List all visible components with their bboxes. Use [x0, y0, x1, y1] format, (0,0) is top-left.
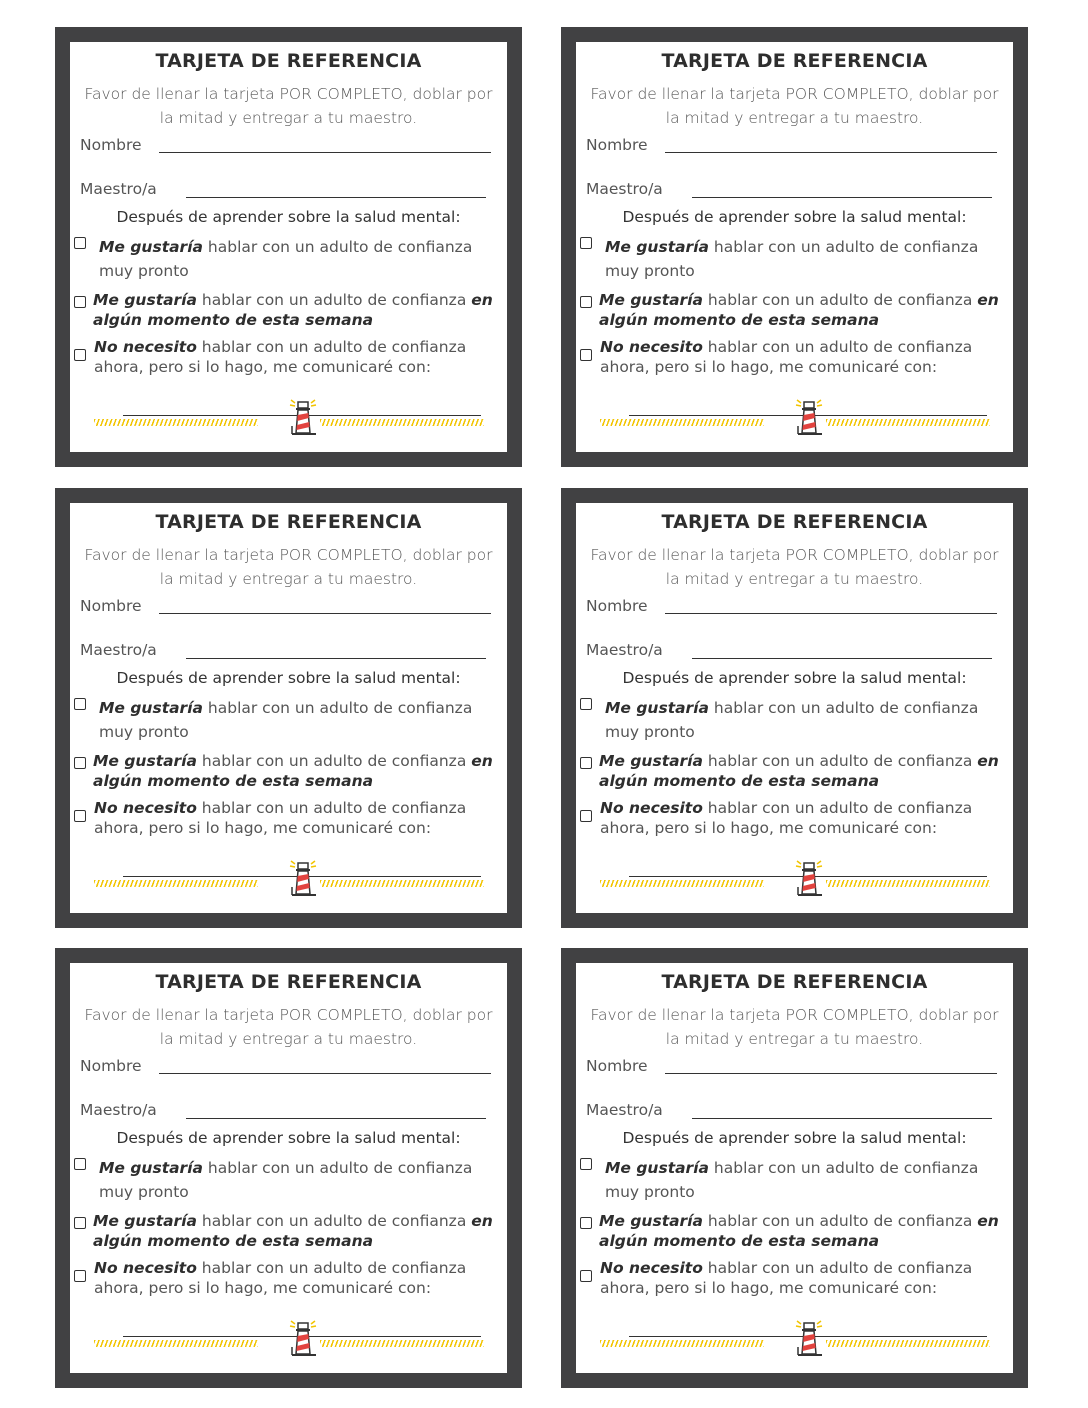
option-not-needed-bold: No necesito: [600, 1259, 703, 1277]
option-not-needed-bold: No necesito: [600, 338, 703, 356]
option-this-week-rest: hablar con un adulto de confianza: [196, 752, 472, 770]
after-learning-heading: Después de aprender sobre la salud mental:: [622, 208, 967, 226]
card-title: TARJETA DE REFERENCIA: [661, 511, 928, 533]
referral-card: [561, 27, 1028, 467]
right-stripe-decoration: [826, 1340, 990, 1347]
name-label: Nombre: [586, 136, 648, 154]
right-stripe-decoration: [826, 880, 990, 887]
option-soon-text: [605, 235, 989, 283]
option-this-week-bold-end: en algún momento de esta semana: [599, 752, 999, 790]
option-this-week-bold-end: en algún momento de esta semana: [93, 291, 493, 329]
name-field[interactable]: [665, 1073, 997, 1074]
name-field[interactable]: [159, 1073, 491, 1074]
card-instructions: Favor de llenar la tarjeta POR COMPLETO, doblar por la mitad y entregar a tu maestro.: [84, 1006, 493, 1048]
name-label: Nombre: [586, 1057, 648, 1075]
lighthouse-icon: [792, 859, 826, 899]
name-label: Nombre: [80, 136, 142, 154]
checkbox-not-needed[interactable]: [580, 349, 592, 361]
option-not-needed-rest: hablar con un adulto de confianza ahora, pero si lo hago, me comunicaré con:: [600, 1259, 973, 1297]
option-not-needed-rest: hablar con un adulto de confianza ahora, pero si lo hago, me comunicaré con:: [94, 1259, 467, 1297]
left-stripe-decoration: [94, 419, 258, 426]
option-this-week-rest: hablar con un adulto de confianza: [702, 1212, 978, 1230]
option-soon-bold: Me gustaría: [99, 238, 203, 256]
card-body: [576, 963, 1013, 1373]
option-not-needed-bold: No necesito: [94, 338, 197, 356]
option-this-week-rest: hablar con un adulto de confianza: [196, 1212, 472, 1230]
option-this-week-text: [93, 751, 497, 791]
name-label: Nombre: [80, 1057, 142, 1075]
checkbox-not-needed[interactable]: [580, 810, 592, 822]
after-learning-heading: Después de aprender sobre la salud mental:: [622, 669, 967, 687]
lighthouse-icon: [286, 859, 320, 899]
option-this-week-text: [599, 751, 1003, 791]
option-soon-text: [605, 1156, 989, 1204]
after-learning-heading: Después de aprender sobre la salud mental:: [116, 669, 461, 687]
option-this-week-bold: Me gustaría: [599, 1212, 703, 1230]
right-stripe-decoration: [320, 880, 484, 887]
checkbox-soon[interactable]: [580, 237, 592, 249]
checkbox-soon[interactable]: [74, 698, 86, 710]
card-body: [70, 42, 507, 452]
checkbox-this-week[interactable]: [74, 296, 86, 308]
option-not-needed-rest: hablar con un adulto de confianza ahora, pero si lo hago, me comunicaré con:: [600, 338, 973, 376]
option-soon-rest: hablar con un adulto de confianza muy pronto: [605, 238, 979, 280]
checkbox-soon[interactable]: [580, 1158, 592, 1170]
option-not-needed-text: [94, 337, 477, 377]
teacher-label: Maestro/a: [586, 641, 663, 659]
option-soon-rest: hablar con un adulto de confianza muy pronto: [99, 238, 473, 280]
referral-card: [55, 27, 522, 467]
checkbox-this-week[interactable]: [580, 757, 592, 769]
checkbox-this-week[interactable]: [74, 757, 86, 769]
option-soon-rest: hablar con un adulto de confianza muy pronto: [605, 699, 979, 741]
name-field[interactable]: [665, 152, 997, 153]
card-title: TARJETA DE REFERENCIA: [155, 50, 422, 72]
card-title: TARJETA DE REFERENCIA: [661, 971, 928, 993]
after-learning-heading: Después de aprender sobre la salud mental:: [622, 1129, 967, 1147]
teacher-field[interactable]: [692, 1118, 992, 1119]
option-this-week-rest: hablar con un adulto de confianza: [702, 752, 978, 770]
card-title: TARJETA DE REFERENCIA: [155, 971, 422, 993]
option-not-needed-text: [600, 798, 983, 838]
card-body: [70, 503, 507, 913]
card-instructions: Favor de llenar la tarjeta POR COMPLETO, doblar por la mitad y entregar a tu maestro.: [84, 546, 493, 588]
checkbox-not-needed[interactable]: [580, 1270, 592, 1282]
left-stripe-decoration: [94, 1340, 258, 1347]
option-soon-bold: Me gustaría: [605, 238, 709, 256]
teacher-field[interactable]: [186, 658, 486, 659]
checkbox-this-week[interactable]: [580, 1217, 592, 1229]
option-this-week-text: [599, 1211, 1003, 1251]
option-soon-bold: Me gustaría: [605, 1159, 709, 1177]
option-this-week-text: [93, 290, 497, 330]
teacher-field[interactable]: [692, 197, 992, 198]
option-soon-text: [99, 235, 483, 283]
option-this-week-bold: Me gustaría: [599, 752, 703, 770]
teacher-label: Maestro/a: [586, 180, 663, 198]
checkbox-not-needed[interactable]: [74, 810, 86, 822]
option-not-needed-bold: No necesito: [600, 799, 703, 817]
teacher-field[interactable]: [186, 197, 486, 198]
card-instructions: Favor de llenar la tarjeta POR COMPLETO, doblar por la mitad y entregar a tu maestro.: [590, 1006, 999, 1048]
right-stripe-decoration: [826, 419, 990, 426]
option-this-week-bold-end: en algún momento de esta semana: [599, 1212, 999, 1250]
checkbox-this-week[interactable]: [580, 296, 592, 308]
checkbox-soon[interactable]: [74, 1158, 86, 1170]
name-label: Nombre: [586, 597, 648, 615]
option-this-week-rest: hablar con un adulto de confianza: [196, 291, 472, 309]
option-soon-rest: hablar con un adulto de confianza muy pronto: [99, 699, 473, 741]
teacher-label: Maestro/a: [80, 641, 157, 659]
option-this-week-bold-end: en algún momento de esta semana: [93, 1212, 493, 1250]
referral-card: [55, 948, 522, 1388]
checkbox-not-needed[interactable]: [74, 1270, 86, 1282]
referral-card: [55, 488, 522, 928]
lighthouse-icon: [286, 1319, 320, 1359]
after-learning-heading: Después de aprender sobre la salud mental:: [116, 1129, 461, 1147]
option-not-needed-rest: hablar con un adulto de confianza ahora, pero si lo hago, me comunicaré con:: [600, 799, 973, 837]
card-body: [576, 42, 1013, 452]
checkbox-soon[interactable]: [74, 237, 86, 249]
option-this-week-bold: Me gustaría: [599, 291, 703, 309]
referral-card: [561, 488, 1028, 928]
option-not-needed-text: [94, 798, 477, 838]
card-body: [576, 503, 1013, 913]
referral-card: [561, 948, 1028, 1388]
card-instructions: Favor de llenar la tarjeta POR COMPLETO, doblar por la mitad y entregar a tu maestro.: [590, 546, 999, 588]
option-this-week-text: [599, 290, 1003, 330]
after-learning-heading: Después de aprender sobre la salud mental:: [116, 208, 461, 226]
checkbox-soon[interactable]: [580, 698, 592, 710]
teacher-field[interactable]: [186, 1118, 486, 1119]
option-not-needed-text: [600, 337, 983, 377]
option-this-week-text: [93, 1211, 497, 1251]
option-soon-rest: hablar con un adulto de confianza muy pronto: [605, 1159, 979, 1201]
option-this-week-bold: Me gustaría: [93, 752, 197, 770]
option-not-needed-text: [600, 1258, 983, 1298]
left-stripe-decoration: [600, 880, 764, 887]
option-not-needed-bold: No necesito: [94, 799, 197, 817]
option-this-week-rest: hablar con un adulto de confianza: [702, 291, 978, 309]
right-stripe-decoration: [320, 419, 484, 426]
card-body: [70, 963, 507, 1373]
option-this-week-bold: Me gustaría: [93, 291, 197, 309]
card-instructions: Favor de llenar la tarjeta POR COMPLETO, doblar por la mitad y entregar a tu maestro.: [84, 85, 493, 127]
option-soon-bold: Me gustaría: [99, 699, 203, 717]
lighthouse-icon: [792, 398, 826, 438]
option-soon-rest: hablar con un adulto de confianza muy pronto: [99, 1159, 473, 1201]
option-not-needed-rest: hablar con un adulto de confianza ahora, pero si lo hago, me comunicaré con:: [94, 799, 467, 837]
left-stripe-decoration: [600, 1340, 764, 1347]
option-soon-bold: Me gustaría: [605, 699, 709, 717]
checkbox-not-needed[interactable]: [74, 349, 86, 361]
option-this-week-bold: Me gustaría: [93, 1212, 197, 1230]
card-instructions: Favor de llenar la tarjeta POR COMPLETO, doblar por la mitad y entregar a tu maestro.: [590, 85, 999, 127]
card-title: TARJETA DE REFERENCIA: [155, 511, 422, 533]
teacher-label: Maestro/a: [80, 1101, 157, 1119]
option-not-needed-rest: hablar con un adulto de confianza ahora, pero si lo hago, me comunicaré con:: [94, 338, 467, 376]
lighthouse-icon: [792, 1319, 826, 1359]
option-not-needed-text: [94, 1258, 477, 1298]
option-this-week-bold-end: en algún momento de esta semana: [599, 291, 999, 329]
left-stripe-decoration: [94, 880, 258, 887]
option-soon-text: [99, 1156, 483, 1204]
teacher-label: Maestro/a: [80, 180, 157, 198]
lighthouse-icon: [286, 398, 320, 438]
teacher-label: Maestro/a: [586, 1101, 663, 1119]
option-this-week-bold-end: en algún momento de esta semana: [93, 752, 493, 790]
option-soon-text: [605, 696, 989, 744]
name-label: Nombre: [80, 597, 142, 615]
left-stripe-decoration: [600, 419, 764, 426]
teacher-field[interactable]: [692, 658, 992, 659]
option-not-needed-bold: No necesito: [94, 1259, 197, 1277]
option-soon-text: [99, 696, 483, 744]
right-stripe-decoration: [320, 1340, 484, 1347]
name-field[interactable]: [159, 152, 491, 153]
card-title: TARJETA DE REFERENCIA: [661, 50, 928, 72]
name-field[interactable]: [159, 613, 491, 614]
option-soon-bold: Me gustaría: [99, 1159, 203, 1177]
checkbox-this-week[interactable]: [74, 1217, 86, 1229]
name-field[interactable]: [665, 613, 997, 614]
